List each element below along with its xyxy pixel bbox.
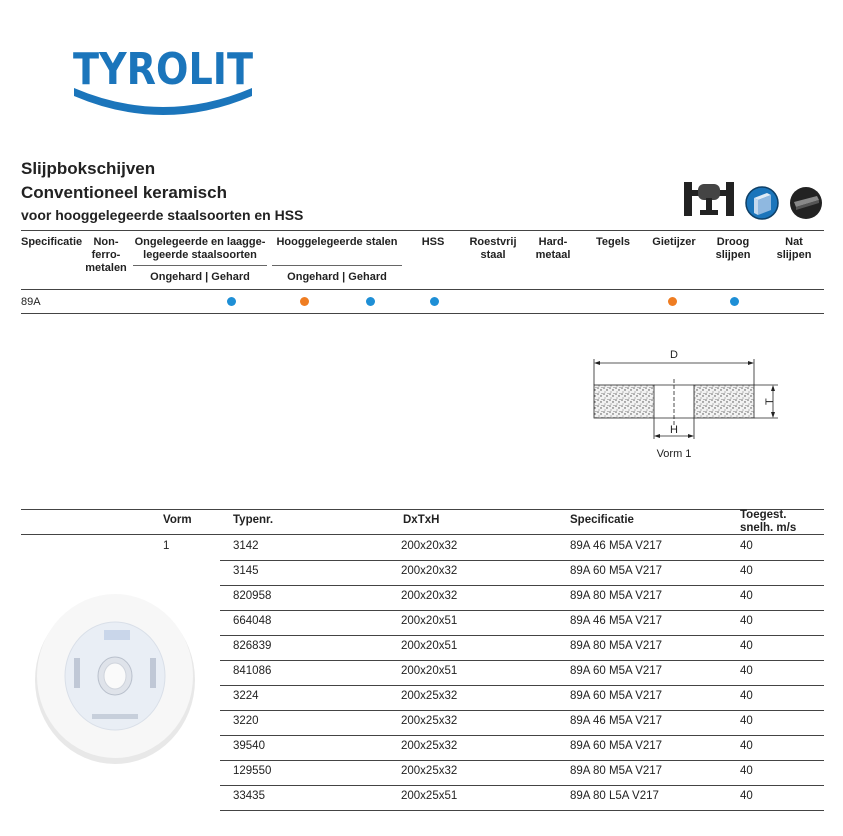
header-vorm: Vorm [163, 514, 192, 526]
cell-dimensions: 200x20x51 [401, 640, 458, 652]
tyrolit-logo [68, 30, 258, 112]
cell-speed: 40 [740, 540, 753, 552]
application-dot [430, 297, 439, 306]
table-row [220, 585, 824, 611]
col-tegels: Tegels [595, 236, 631, 248]
bench-grinder-icon [682, 180, 736, 218]
label-h: H [670, 424, 678, 436]
cell-typenr: 3145 [233, 565, 259, 577]
cell-dimensions: 200x25x32 [401, 690, 458, 702]
table-row [163, 535, 824, 561]
cell-specification: 89A 80 L5A V217 [570, 790, 659, 802]
table-row [220, 785, 824, 811]
application-dot [227, 297, 236, 306]
table-row [220, 635, 824, 661]
cell-typenr: 664048 [233, 615, 272, 627]
cell-typenr: 33435 [233, 790, 265, 802]
cell-specification: 89A 60 M5A V217 [570, 740, 663, 752]
cell-specification: 89A 60 M5A V217 [570, 690, 663, 702]
cell-speed: 40 [740, 640, 753, 652]
cell-dimensions: 200x25x32 [401, 765, 458, 777]
cell-typenr: 39540 [233, 740, 265, 752]
cell-typenr: 3142 [233, 540, 259, 552]
label-d: D [670, 349, 678, 361]
cell-speed: 40 [740, 565, 753, 577]
vorm1-diagram [585, 345, 785, 465]
cell-dimensions: 200x25x32 [401, 740, 458, 752]
cell-speed: 40 [740, 665, 753, 677]
cell-dimensions: 200x20x32 [401, 540, 458, 552]
col-hss: HSS [421, 236, 445, 248]
header-typenr: Typenr. [233, 514, 274, 526]
cell-specification: 89A 80 M5A V217 [570, 640, 663, 652]
grinding-wheel-image [32, 588, 198, 768]
cell-typenr: 3224 [233, 690, 259, 702]
table-row [220, 610, 824, 636]
table-row [220, 710, 824, 736]
col-hooggelegeerd: Hooggelegeerde stalen [276, 236, 398, 248]
cell-dimensions: 200x25x51 [401, 790, 458, 802]
page-subtitle-2: voor hooggelegeerde staalsoorten en HSS [21, 207, 304, 223]
cell-dimensions: 200x25x32 [401, 715, 458, 727]
cell-speed: 40 [740, 765, 753, 777]
cell-specification: 89A 46 M5A V217 [570, 715, 663, 727]
application-dot [730, 297, 739, 306]
cell-typenr: 841086 [233, 665, 272, 677]
application-dot [300, 297, 309, 306]
cell-dimensions: 200x20x51 [401, 615, 458, 627]
header-spec: Specificatie [570, 514, 634, 526]
col-non-ferro: Non- ferro- metalen [85, 236, 127, 274]
table-row [220, 735, 824, 761]
cell-vorm: 1 [163, 540, 170, 552]
cell-typenr: 3220 [233, 715, 259, 727]
cell-specification: 89A 80 M5A V217 [570, 590, 663, 602]
table-row [220, 760, 824, 786]
table-row [220, 685, 824, 711]
cell-typenr: 820958 [233, 590, 272, 602]
cell-speed: 40 [740, 590, 753, 602]
cell-speed: 40 [740, 715, 753, 727]
grinding-wheel-icon [789, 186, 823, 220]
brand-name: TYROLIT [73, 44, 253, 95]
page-title: Slijpbokschijven [21, 159, 156, 178]
col-ongelegeerd: Ongelegeerde en laagge- legeerde staalsoorten [134, 236, 266, 261]
col-nat-slijpen: Nat slijpen [776, 236, 812, 261]
cell-speed: 40 [740, 615, 753, 627]
cell-specification: 89A 46 M5A V217 [570, 615, 663, 627]
steel-profile-icon [745, 186, 779, 220]
cell-dimensions: 200x20x32 [401, 590, 458, 602]
application-dot [668, 297, 677, 306]
cell-speed: 40 [740, 690, 753, 702]
sub-ongelegeerd: Ongehard | Gehard [150, 271, 250, 283]
cell-dimensions: 200x20x32 [401, 565, 458, 577]
cell-speed: 40 [740, 740, 753, 752]
diagram-caption: Vorm 1 [656, 448, 692, 460]
application-dot [366, 297, 375, 306]
cell-dimensions: 200x20x51 [401, 665, 458, 677]
cell-typenr: 129550 [233, 765, 272, 777]
page-subtitle: Conventioneel keramisch [21, 183, 227, 202]
col-hardmetaal: Hard- metaal [535, 236, 571, 261]
col-gietijzer: Gietijzer [652, 236, 696, 248]
header-speed: Toegest. snelh. m/s [740, 509, 797, 534]
cell-specification: 89A 60 M5A V217 [570, 565, 663, 577]
col-specificatie: Specificatie [21, 236, 83, 248]
cell-speed: 40 [740, 790, 753, 802]
spec-89a: 89A [21, 296, 41, 308]
cell-specification: 89A 80 M5A V217 [570, 765, 663, 777]
sub-hooggelegeerd: Ongehard | Gehard [287, 271, 387, 283]
cell-specification: 89A 60 M5A V217 [570, 665, 663, 677]
cell-specification: 89A 46 M5A V217 [570, 540, 663, 552]
table-row [220, 660, 824, 686]
col-roestvrij: Roestvrij staal [469, 236, 517, 261]
header-dxtxh: DxTxH [403, 514, 440, 526]
cell-typenr: 826839 [233, 640, 272, 652]
label-t: T [764, 398, 776, 405]
col-droog-slijpen: Droog slijpen [715, 236, 751, 261]
table-row [220, 560, 824, 586]
